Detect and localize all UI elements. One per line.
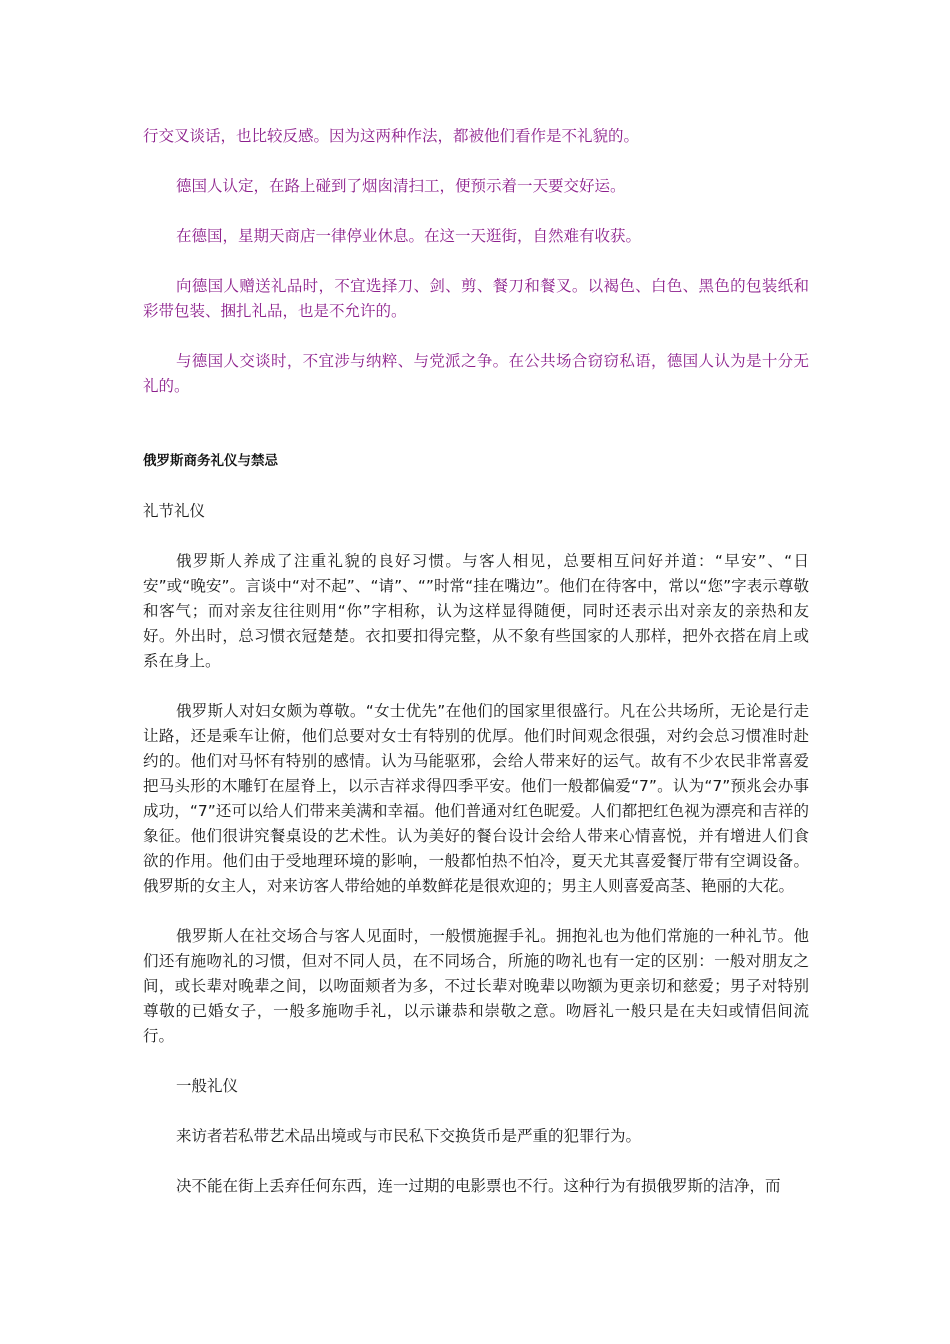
paragraph-littering: 决不能在街上丢弃任何东西，连一过期的电影票也不行。这种行为有损俄罗斯的洁净，而 — [176, 1177, 781, 1195]
paragraph-greetings: 俄罗斯人在社交场合与客人见面时，一般惯施握手礼。拥抱礼也为他们常施的一种礼节。他们还有施吻礼的习惯，但对不同人员，在不同场合，所施的吻礼也有一定的区别：一般对朋友之间，或长辈对晚辈之间，以吻面颊者为多，不过长辈对晚辈以吻额为更亲切和慈爱；男子对特别尊敬的已婚女子，一般多施吻手礼，以示谦恭和崇敬之意。吻唇礼一般只是在夫妇或情侣间流行。 — [143, 927, 809, 1045]
paragraph-politeness: 俄罗斯人养成了注重礼貌的良好习惯。与客人相见，总要相互问好并道：“早安”、“日安”或“晚安”。言谈中“对不起”、“请”、“”时常“挂在嘴边”。他们在待客中，常以“您”字表示尊敬和客气；而对亲友往往则用“你”字相称，认为这样显得随便，同时还表示出对亲友的亲热和友好。外出时，总习惯衣冠楚楚。衣扣要扣得完整，从不象有些国家的人那样，把外衣搭在肩上或系在身上。 — [143, 552, 809, 670]
paragraph-gift-taboos: 向德国人赠送礼品时，不宜选择刀、剑、剪、餐刀和餐叉。以褐色、白色、黑色的包装纸和彩带包装、捆扎礼品，也是不允许的。 — [143, 277, 809, 320]
paragraph-chimney-sweep: 德国人认定，在路上碰到了烟囱清扫工，便预示着一天要交好运。 — [176, 177, 626, 195]
document-page — [143, 124, 809, 1199]
section-title: 俄罗斯商务礼仪与禁忌 — [143, 453, 278, 469]
paragraph-conversation-taboos: 与德国人交谈时，不宜涉与纳粹、与党派之争。在公共场合窃窃私语，德国人认为是十分无礼的。 — [143, 352, 809, 395]
paragraph-women-respect: 俄罗斯人对妇女颇为尊敬。“女士优先”在他们的国家里很盛行。凡在公共场所，无论是行走让路，还是乘车让俯，他们总要对女士有特别的优厚。他们时间观念很强，对约会总习惯准时赴约的。他们对马怀有特别的感情。认为马能驱邪，会给人带来好的运气。故有不少农民非常喜爱把马头形的木雕钉在屋脊上，以示吉祥求得四季平安。他们一般都偏爱“7”。认为“7”预兆会办事成功，“7”还可以给人们带来美满和幸福。他们普通对红色昵爱。人们都把红色视为漂亮和吉祥的象征。他们很讲究餐桌设的艺术性。认为美好的餐台设计会给人带来心情喜悦，并有增进人们食欲的作用。他们由于受地理环境的影响，一般都怕热不怕冷，夏天尤其喜爱餐厅带有空调设备。俄罗斯的女主人，对来访客人带给她的单数鲜花是很欢迎的；男主人则喜爱高茎、艳丽的大花。 — [143, 702, 809, 895]
paragraph-sunday-shops: 在德国，星期天商店一律停业休息。在这一天逛街，自然难有收获。 — [176, 227, 642, 245]
subheading-general-etiquette: 一般礼仪 — [176, 1077, 239, 1095]
subheading-etiquette: 礼节礼仪 — [143, 502, 206, 520]
paragraph-smuggling: 来访者若私带艺术品出境或与市民私下交换货币是严重的犯罪行为。 — [176, 1127, 642, 1145]
paragraph-german-continued: 行交叉谈话，也比较反感。因为这两种作法，都被他们看作是不礼貌的。 — [143, 127, 640, 145]
